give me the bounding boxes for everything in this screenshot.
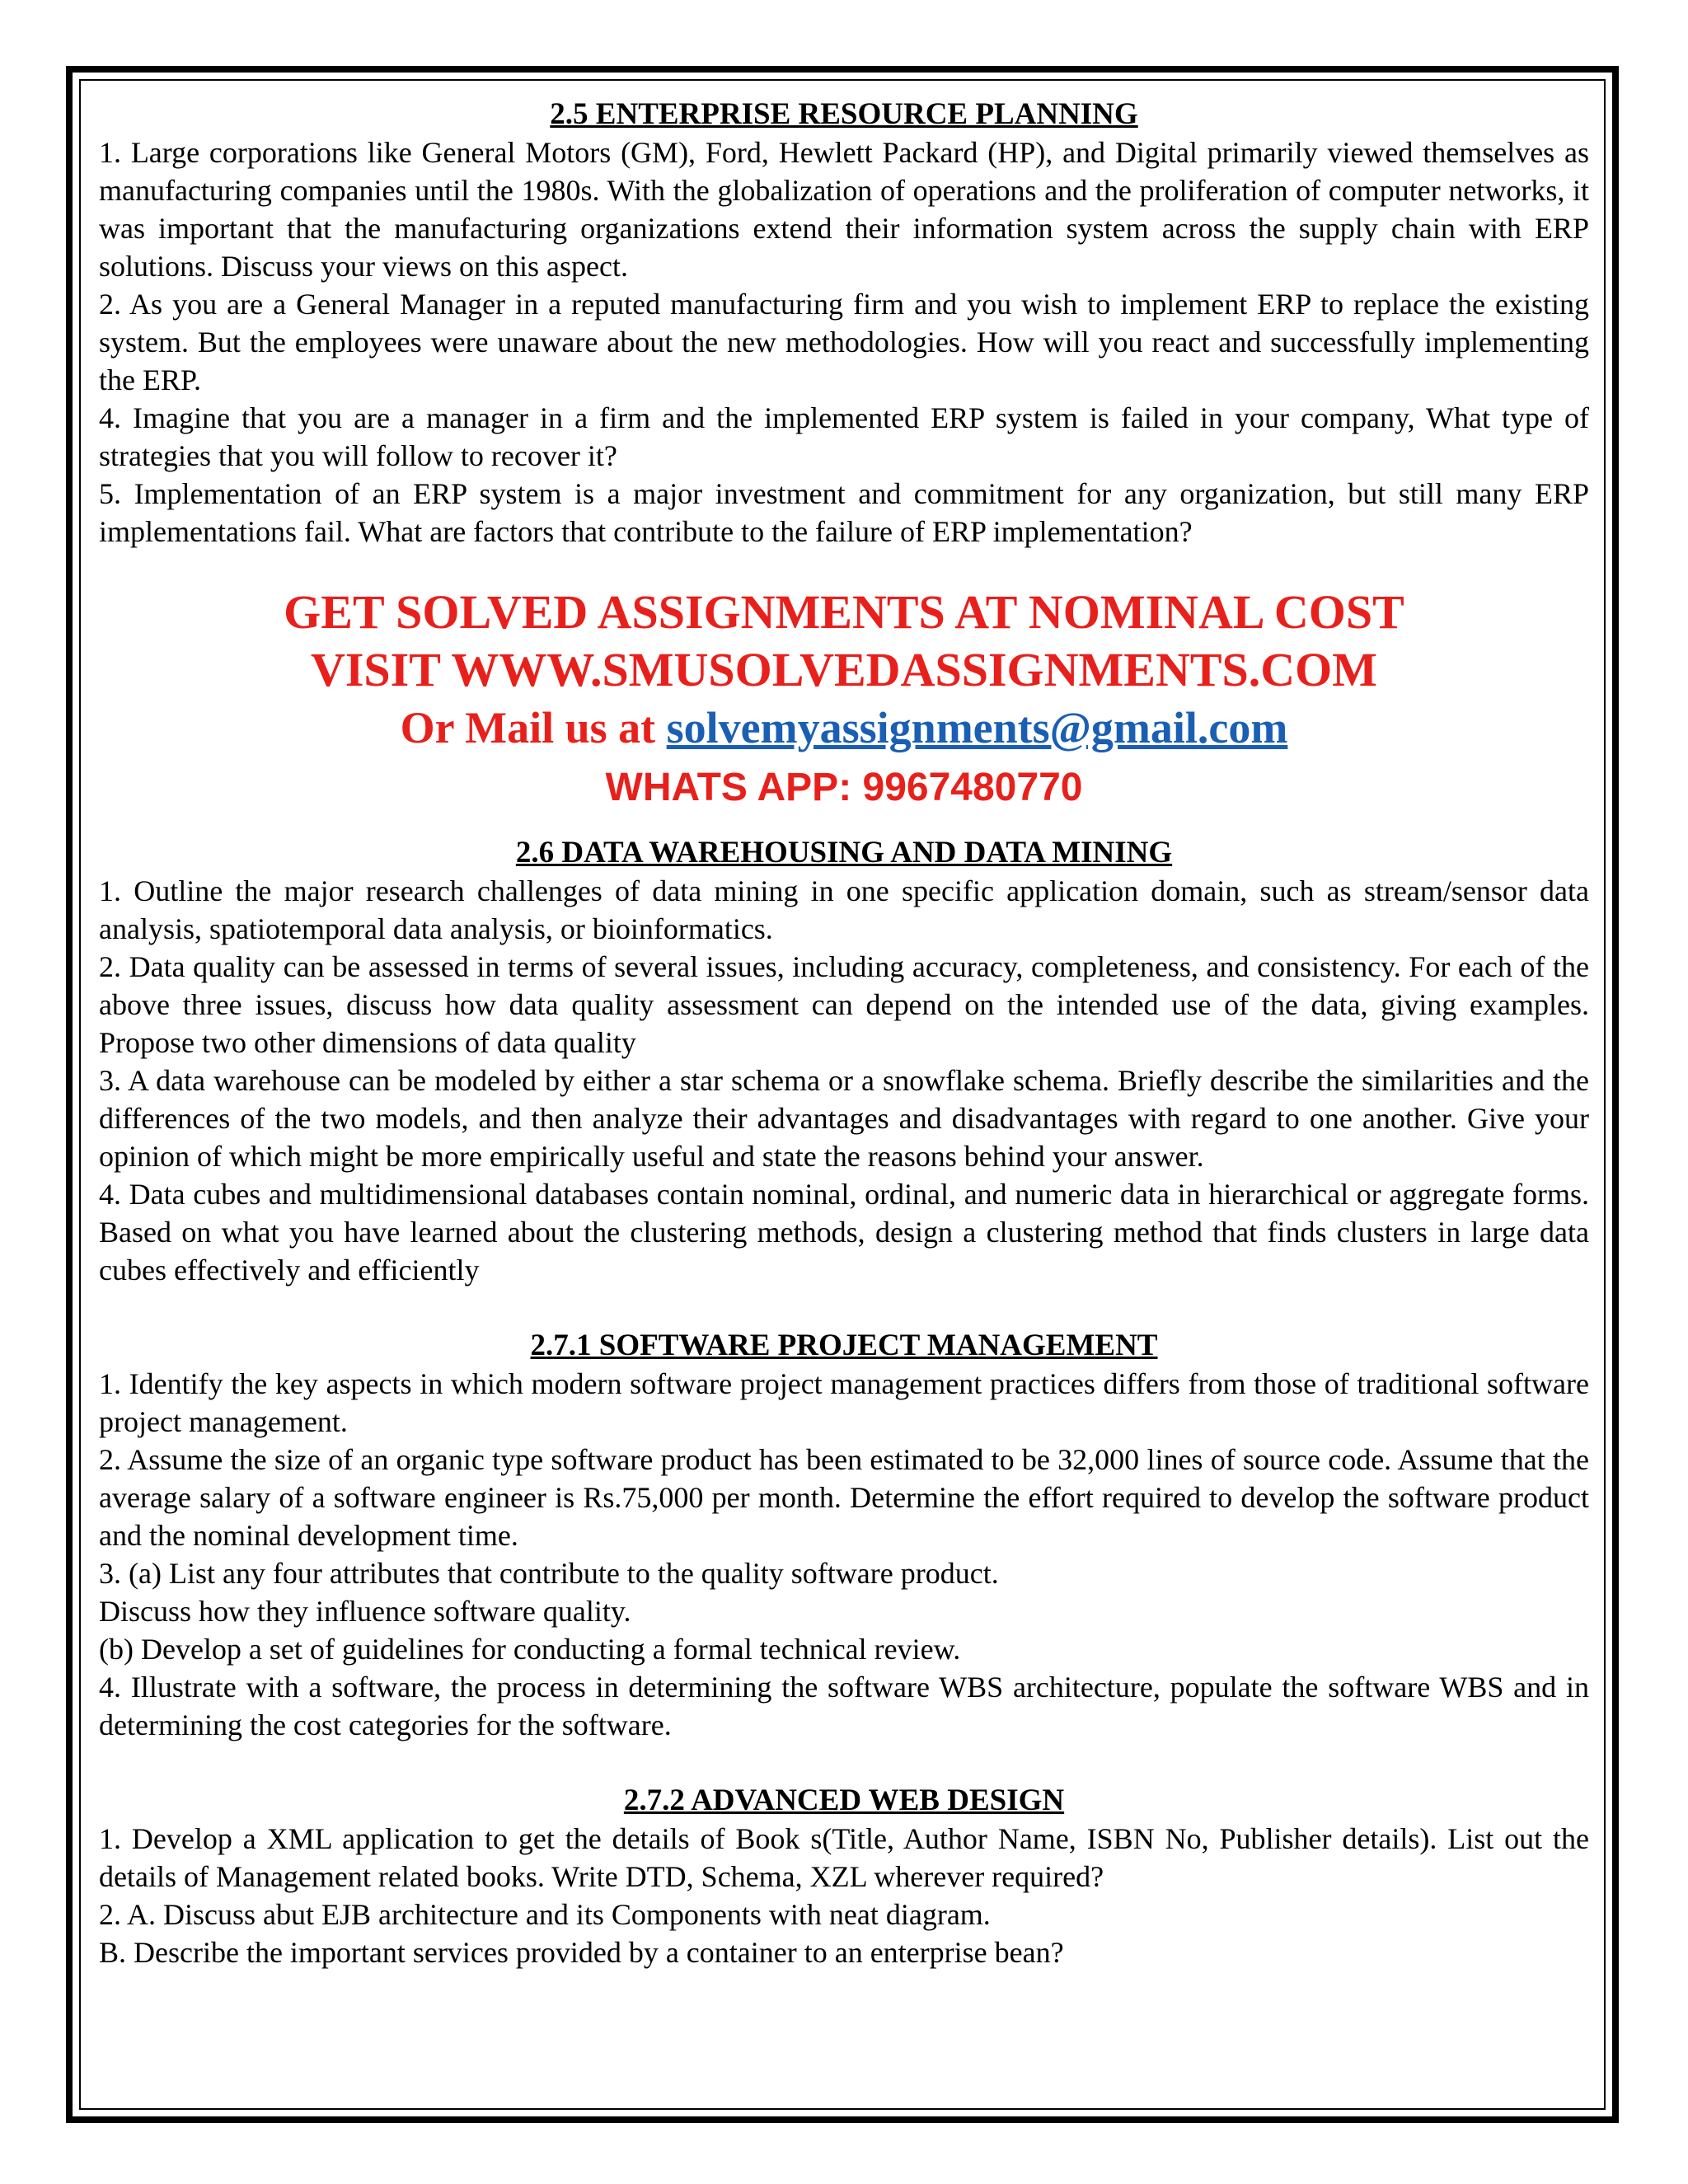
awd-question-2b: B. Describe the important services provided by a container to an enterprise bean? [99, 1936, 1064, 1969]
erp-question-5: 5. Implementation of an ERP system is a major investment and commitment for any organization, but still many ERP implementations fail. What are factors that contribute to the failure of ERP implementation? [99, 477, 1589, 548]
section-software-project-management [99, 1327, 1589, 1744]
section-title-erp: 2.5 ENTERPRISE RESOURCE PLANNING [550, 97, 1138, 131]
promo-block [99, 583, 1589, 819]
section-advanced-web-design [99, 1782, 1589, 1971]
erp-question-2: 2. As you are a General Manager in a reputed manufacturing firm and you wish to implement ERP to replace the existing system. But the employees were unaware about the new methodologies. How will you react and successfully implementing the ERP. [99, 288, 1589, 396]
dw-question-2: 2. Data quality can be assessed in terms of several issues, including accuracy, completeness, and consistency. For each of the above three issues, discuss how data quality assessment can depend on the intended use of the data, giving examples. Propose two other dimensions of data quality [99, 950, 1589, 1059]
dw-question-1: 1. Outline the major research challenges of data mining in one specific application domain, such as stream/sensor data analysis, spatiotemporal data analysis, or bioinformatics. [99, 874, 1589, 945]
erp-question-4: 4. Imagine that you are a manager in a firm and the implemented ERP system is failed in your company, What type of strategies that you will follow to recover it? [99, 401, 1589, 472]
document-content [99, 96, 1589, 1971]
spm-question-1: 1. Identify the key aspects in which modern software project management practices differs from those of traditional software project management. [99, 1367, 1589, 1438]
spm-question-3a: 3. (a) List any four attributes that contribute to the quality software product. [99, 1557, 999, 1590]
section-data-warehousing [99, 834, 1589, 1289]
promo-whatsapp: WHATS APP: 9967480770 [605, 766, 1083, 809]
promo-email-link[interactable]: solvemyassignments@gmail.com [666, 703, 1288, 752]
awd-question-2a: 2. A. Discuss abut EJB architecture and its Components with neat diagram. [99, 1898, 991, 1931]
spm-question-2: 2. Assume the size of an organic type software product has been estimated to be 32,000 lines of source code. Assume that the average salary of a software engineer is Rs.75,000 per month. Determine the effort required to develop the software product and the nominal development time. [99, 1443, 1589, 1552]
awd-question-1: 1. Develop a XML application to get the details of Book s(Title, Author Name, ISBN No, Publisher details). List out the details of Management related books. Write DTD, Schema, XZL wherever required? [99, 1822, 1589, 1893]
erp-question-1: 1. Large corporations like General Motors (GM), Ford, Hewlett Packard (HP), and Digital primarily viewed themselves as manufacturing companies until the 1980s. With the globalization of operations and the proliferation of computer networks, it was important that the manufacturing organizations extend their information system across the supply chain with ERP solutions. Discuss your views on this aspect. [99, 136, 1589, 283]
section-erp [99, 96, 1589, 551]
section-title-spm: 2.7.1 SOFTWARE PROJECT MANAGEMENT [530, 1329, 1158, 1362]
dw-question-4: 4. Data cubes and multidimensional databases contain nominal, ordinal, and numeric data in hierarchical or aggregate forms. Based on what you have learned about the clustering methods, design a clustering method that finds clusters in large data cubes effectively and efficiently [99, 1178, 1589, 1286]
promo-website[interactable]: VISIT WWW.SMUSOLVEDASSIGNMENTS.COM [310, 643, 1378, 696]
promo-mail-prefix: Or Mail us at [400, 703, 656, 752]
dw-question-3: 3. A data warehouse can be modeled by either a star schema or a snowflake schema. Briefly describe the similarities and the differences of the two models, and then analyze their advantages and disadvantages with regard to one another. Give your opinion of which might be more empirically useful and state the reasons behind your answer. [99, 1064, 1589, 1173]
section-title-awd: 2.7.2 ADVANCED WEB DESIGN [623, 1783, 1065, 1817]
section-title-data-warehousing: 2.6 DATA WAREHOUSING AND DATA MINING [515, 836, 1173, 869]
promo-mail-line [99, 699, 1589, 757]
promo-headline: GET SOLVED ASSIGNMENTS AT NOMINAL COST [284, 585, 1404, 639]
spm-question-3b: (b) Develop a set of guidelines for conducting a formal technical review. [99, 1633, 961, 1666]
spm-question-4: 4. Illustrate with a software, the process in determining the software WBS architecture, populate the software WBS and in determining the cost categories for the software. [99, 1671, 1589, 1741]
spm-question-3a-cont: Discuss how they influence software quality. [99, 1595, 631, 1628]
